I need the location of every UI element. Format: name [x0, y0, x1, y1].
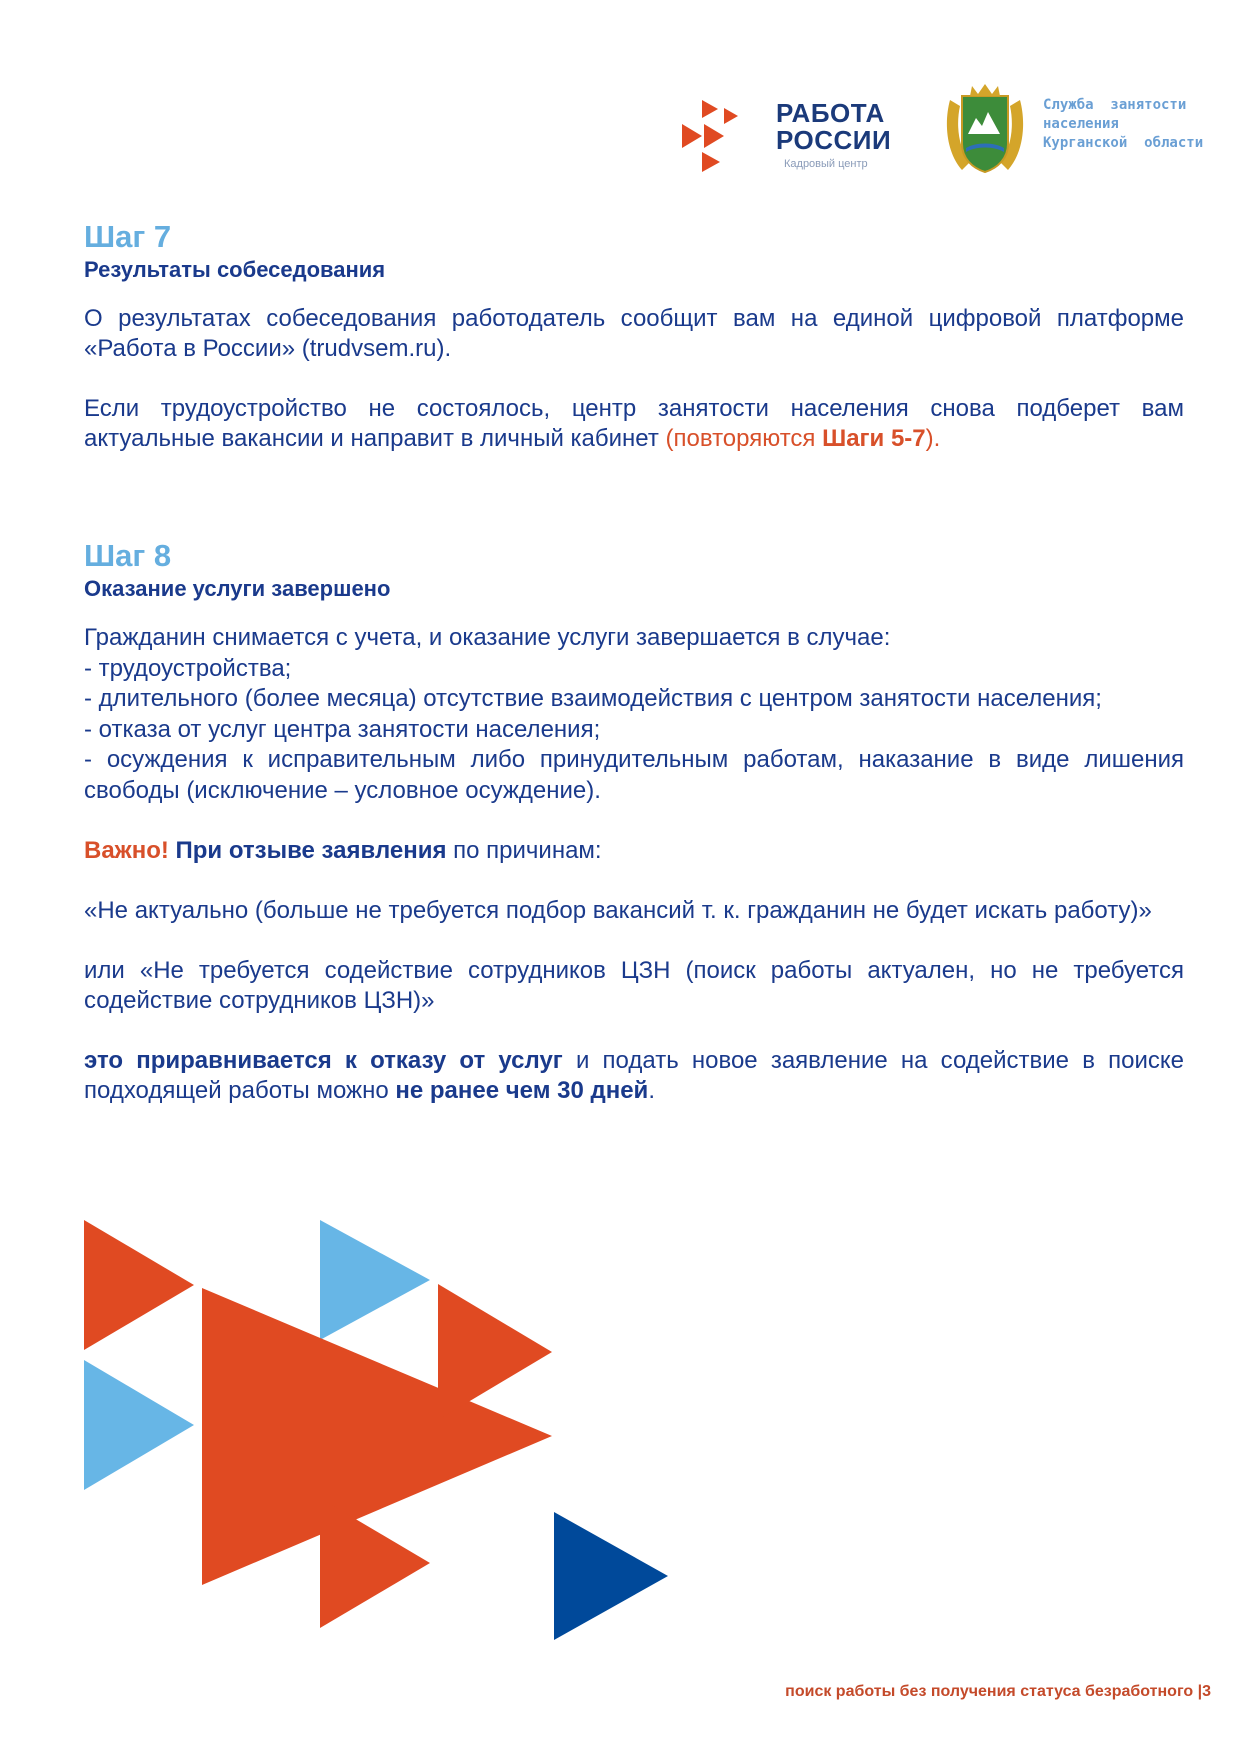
- reason-2: или «Не требуется содействие сотрудников ЦЗН (поиск работы актуален, но не требуется содействие сотрудников ЦЗН)»: [84, 957, 1184, 1014]
- list-item: - осуждения к исправительным либо принудительным работам, наказание в виде лишения свободы (исключение – условное осуждение).: [84, 746, 1184, 804]
- kurgan-coat-of-arms-icon: [942, 82, 1028, 182]
- step-7-subtitle: Результаты собеседования: [84, 257, 386, 282]
- employment-service-name: Служба занятости населения Курганской области: [1043, 97, 1204, 151]
- rabota-rossii-logo-title: РАБОТА РОССИИ: [776, 98, 892, 155]
- list-item: - отказа от услуг центра занятости населения;: [84, 715, 601, 743]
- completion-intro: Гражданин снимается с учета, и оказание услуги завершается в случае:: [84, 624, 891, 651]
- important-label: Важно!: [84, 837, 169, 864]
- steps-repeat-note: (повторяются Шаги 5-7).: [665, 425, 941, 452]
- rabota-rossii-logo-subtitle: Кадровый центр: [784, 158, 868, 170]
- triangle-dark-blue: [554, 1512, 668, 1640]
- page-footer: поиск работы без получения статуса безработного |3: [785, 1683, 1211, 1700]
- step-7-paragraph-2: Если трудоустройство не состоялось, центр занятости населения снова подберет вам актуальные вакансии и направит в личный кабинет (повторяются Шаги 5-7).: [84, 395, 1184, 452]
- decorative-triangles-graphic: [84, 1220, 684, 1650]
- step-7-paragraph-1: О результатах собеседования работодатель сообщит вам на единой цифровой платформе «Работа в России» (trudvsem.ru).: [84, 305, 1184, 362]
- important-note: Важно! При отзыве заявления по причинам:: [84, 837, 602, 864]
- header-logos: [680, 70, 1220, 195]
- step-8-section: [84, 537, 1184, 1136]
- triangle-orange: [84, 1220, 194, 1350]
- list-item: - длительного (более месяца) отсутствие взаимодействия с центром занятости населения;: [84, 685, 1102, 712]
- reason-1: «Не актуально (больше не требуется подбор вакансий т. к. гражданин не будет искать работу)»: [84, 897, 1152, 924]
- step-8-subtitle: Оказание услуги завершено: [84, 576, 391, 601]
- step-7-section: [84, 218, 1184, 484]
- triangle-orange: [438, 1284, 552, 1420]
- triangle-light-blue: [84, 1360, 194, 1490]
- step-8-title: Шаг 8: [84, 538, 172, 573]
- completion-conditions: [84, 623, 1184, 806]
- rabota-rossii-logo-icon: [680, 88, 760, 176]
- final-note: это приравнивается к отказу от услуг и подать новое заявление на содействие в поиске подходящей работы можно не ранее чем 30 дней.: [84, 1047, 1184, 1104]
- triangle-light-blue: [320, 1220, 430, 1340]
- triangle-orange: [320, 1498, 430, 1628]
- step-7-title: Шаг 7: [84, 219, 172, 254]
- list-item: - трудоустройства;: [84, 654, 292, 682]
